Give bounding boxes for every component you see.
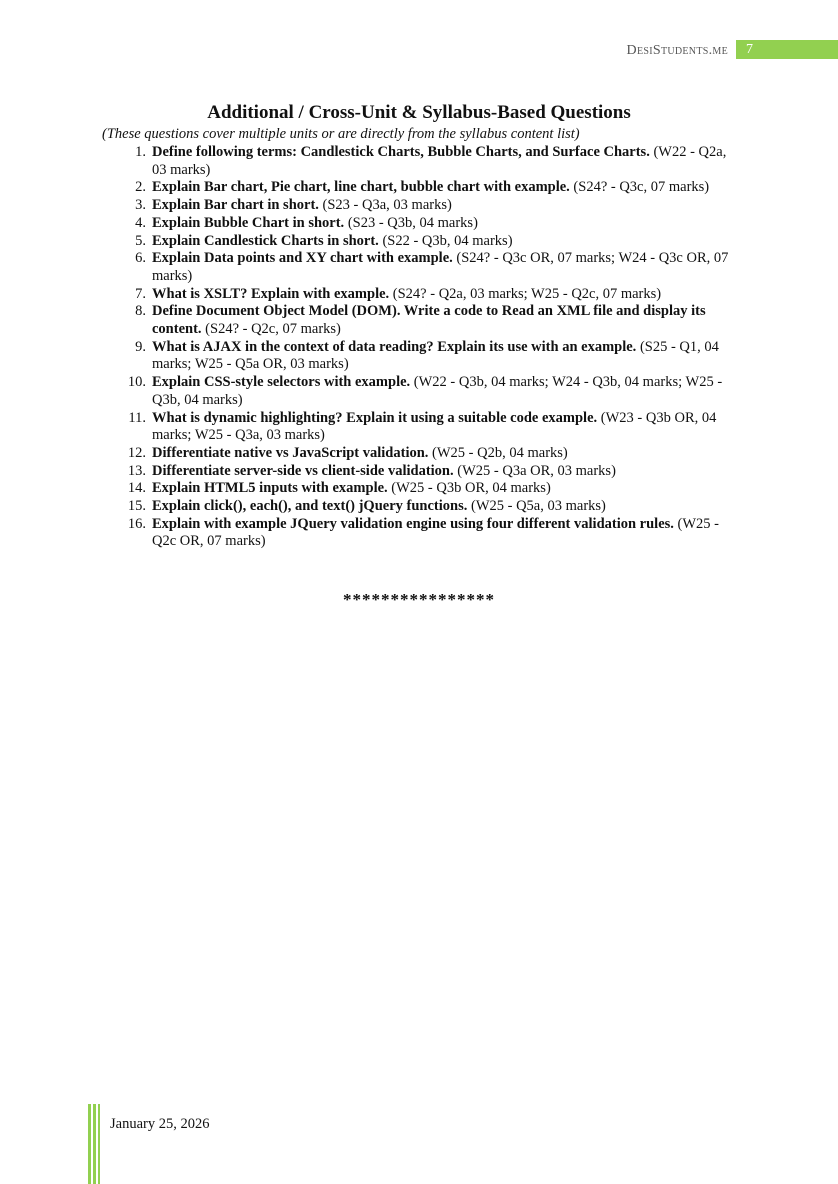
footer-accent-bars: [88, 1104, 102, 1184]
question-number: 15.: [127, 498, 146, 515]
question-number: 16.: [127, 515, 146, 532]
question-text: Differentiate server-side vs client-side validation.: [152, 462, 454, 479]
footer-bar: [93, 1104, 96, 1184]
question-list: [0, 144, 838, 551]
question-reference: (W25 - Q2c OR, 07 marks): [152, 515, 720, 550]
question-number: 2.: [135, 179, 146, 196]
question-item: [0, 339, 742, 374]
page-number: 7: [736, 40, 838, 59]
question-number: 5.: [135, 232, 146, 249]
question-text: What is XSLT? Explain with example.: [152, 285, 390, 302]
question-number: 13.: [127, 462, 146, 479]
question-number: 12.: [127, 444, 146, 461]
footer-bar: [88, 1104, 91, 1184]
question-item: [0, 303, 742, 338]
question-text: Differentiate native vs JavaScript validation.: [152, 444, 429, 461]
question-reference: (S24? - Q2a, 03 marks; W25 - Q2c, 07 marks): [389, 285, 662, 302]
question-number: 4.: [135, 214, 146, 231]
question-item: [0, 215, 742, 233]
question-item: [0, 445, 742, 463]
question-item: [0, 374, 742, 409]
question-reference: (W25 - Q3b OR, 04 marks): [387, 480, 551, 497]
question-text: Explain CSS-style selectors with example.: [152, 374, 411, 391]
question-item: [0, 480, 742, 498]
question-number: 11.: [128, 409, 146, 426]
question-reference: (W22 - Q2a, 03 marks): [152, 144, 727, 178]
question-number: 14.: [127, 480, 146, 497]
question-item: [0, 250, 742, 285]
question-number: 7.: [135, 285, 146, 302]
question-reference: (W25 - Q2b, 04 marks): [428, 444, 568, 461]
question-text: Explain Candlestick Charts in short.: [152, 232, 379, 249]
question-text: Explain with example JQuery validation engine using four different validation rules.: [152, 515, 674, 532]
question-text: Define following terms: Candlestick Charts, Bubble Charts, and Surface Charts.: [152, 144, 650, 160]
footer-date: January 25, 2026: [110, 1116, 210, 1132]
question-reference: (W23 - Q3b OR, 04 marks; W25 - Q3a, 03 marks): [152, 409, 717, 444]
footer-bar: [98, 1104, 100, 1184]
question-number: 10.: [127, 374, 146, 391]
question-item: [0, 498, 742, 516]
question-item: [0, 286, 742, 304]
question-reference: (S23 - Q3b, 04 marks): [344, 214, 478, 231]
question-text: Explain HTML5 inputs with example.: [152, 480, 388, 497]
question-item: [0, 410, 742, 445]
question-item: [0, 463, 742, 481]
question-item: [0, 516, 742, 551]
question-number: 1.: [135, 144, 146, 160]
question-reference: (S24? - Q3c OR, 07 marks; W24 - Q3c OR, 07 marks): [152, 250, 729, 284]
question-text: Explain click(), each(), and text() jQuery functions.: [152, 498, 468, 515]
question-item: [0, 144, 742, 179]
question-item: [0, 179, 742, 197]
question-reference: (W22 - Q3b, 04 marks; W24 - Q3b, 04 marks; W25 - Q3b, 04 marks): [152, 374, 723, 408]
page-header: [0, 40, 838, 62]
question-number: 3.: [135, 197, 146, 214]
section-separator: ****************: [343, 590, 495, 609]
question-number: 6.: [135, 250, 146, 267]
site-name: DesiStudents.me: [626, 43, 728, 58]
question-text: Define Document Object Model (DOM). Write a code to Read an XML file and display its content.: [152, 303, 706, 338]
question-item: [0, 233, 742, 251]
question-reference: (S24? - Q3c, 07 marks): [569, 179, 710, 196]
question-reference: (W25 - Q5a, 03 marks): [467, 498, 606, 515]
question-text: Explain Bar chart, Pie chart, line chart, bubble chart with example.: [152, 179, 570, 196]
question-reference: (W25 - Q3a OR, 03 marks): [453, 462, 616, 479]
question-reference: (S22 - Q3b, 04 marks): [378, 232, 513, 249]
question-reference: (S24? - Q2c, 07 marks): [201, 321, 341, 338]
question-text: What is dynamic highlighting? Explain it using a suitable code example.: [152, 409, 598, 426]
question-item: [0, 197, 742, 215]
question-text: Explain Data points and XY chart with example.: [152, 250, 453, 267]
section-subtitle: (These questions cover multiple units or are directly from the syllabus content list): [102, 126, 580, 142]
question-reference: (S23 - Q3a, 03 marks): [318, 197, 452, 214]
question-number: 9.: [135, 338, 146, 355]
question-number: 8.: [135, 303, 146, 320]
question-text: What is AJAX in the context of data reading? Explain its use with an example.: [152, 338, 637, 355]
question-text: Explain Bubble Chart in short.: [152, 214, 345, 231]
question-reference: (S25 - Q1, 04 marks; W25 - Q5a OR, 03 marks): [152, 338, 719, 373]
question-text: Explain Bar chart in short.: [152, 197, 319, 214]
section-title: Additional / Cross-Unit & Syllabus-Based Questions: [207, 102, 631, 123]
